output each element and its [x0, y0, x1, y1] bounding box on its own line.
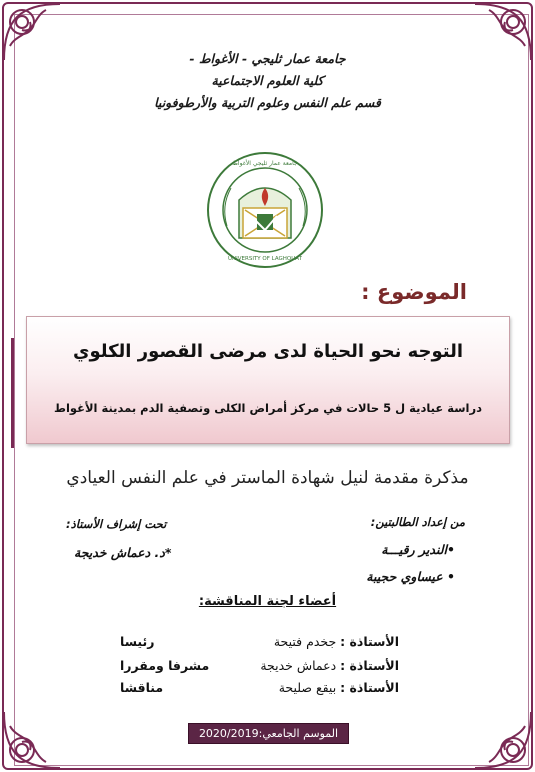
students-heading: من إعداد الطالبتين:	[370, 515, 465, 529]
student-name-1: •الندير رقيـــة	[381, 542, 455, 557]
committee-heading: أعضاء لجنة المناقشة:	[198, 594, 337, 609]
university-logo	[205, 150, 325, 270]
logo-arc-text-top: جامعة عمار ثليجي الأغواط	[232, 160, 298, 167]
faculty-name: كلية العلوم الاجتماعية	[211, 73, 324, 88]
academic-year-badge: الموسم الجامعي:2020/2019	[188, 723, 349, 744]
member-title: الأستاذة :	[340, 680, 399, 695]
member-name: جخدم فتيحة	[273, 634, 337, 649]
member-role: رئيسا	[120, 634, 155, 649]
committee-member-row	[0, 680, 535, 700]
member-title: الأستاذة :	[340, 634, 399, 649]
committee-member-row	[0, 634, 535, 654]
degree-statement: مذكرة مقدمة لنيل شهادة الماستر في علم النفس العيادي	[66, 468, 469, 488]
member-role: مناقشا	[120, 680, 164, 695]
corner-ornament-bottom-left	[0, 708, 64, 772]
member-name: بيقع صليحة	[278, 680, 337, 695]
corner-ornament-bottom-right	[471, 708, 535, 772]
institution-header	[0, 48, 535, 114]
student-name-2: • عيساوي حجيبة	[366, 569, 455, 584]
department-name: قسم علم النفس وعلوم التربية والأرطوفونيا	[154, 95, 381, 110]
subject-label: الموضوع :	[361, 280, 467, 304]
thesis-subtitle: دراسة عيادية ل 5 حالات في مركز أمراض الكلى وتصفية الدم بمدينة الأغواط	[54, 401, 482, 415]
title-box	[26, 316, 510, 444]
university-name: جامعة عمار ثليجي - الأغواط -	[189, 51, 346, 66]
logo-arc-text-bottom: UNIVERSITY OF LAGHOUAT	[228, 256, 302, 262]
member-title: الأستاذة :	[340, 658, 399, 673]
member-role: مشرفا ومقررا	[120, 658, 210, 673]
side-accent-bar	[11, 338, 14, 448]
member-name: دعماش خديجة	[260, 658, 337, 673]
supervisor-name: *د. دعماش خديجة	[74, 545, 172, 560]
committee-member-row	[0, 658, 535, 678]
supervisor-heading: تحت إشراف الأستاذ:	[66, 517, 167, 531]
thesis-title: التوجه نحو الحياة لدى مرضى القصور الكلوي	[72, 341, 464, 362]
